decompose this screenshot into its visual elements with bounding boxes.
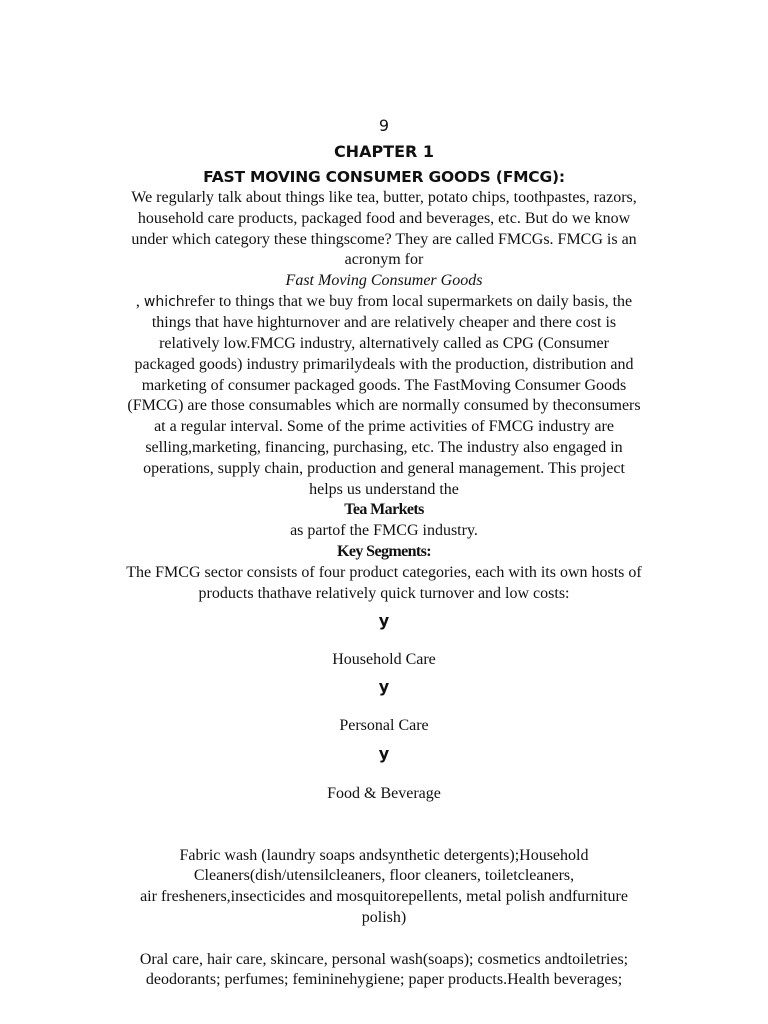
household-detail-line-3: air fresheners,insecticides and mosquitorepellents, metal polish andfurniture [140,888,628,905]
category-household-care: Household Care [332,651,436,668]
bullet-icon: y [378,611,390,630]
acronym-expansion: Fast Moving Consumer Goods [285,272,483,289]
continuation-line-6: (FMCG) are those consumables which are normally consumed by theconsumers [127,397,641,414]
bullet-icon: y [378,677,390,696]
continuation-line-10: helps us understand the [309,481,459,498]
continuation-line-1 [0,292,768,312]
chapter-heading: CHAPTER 1 [333,142,435,161]
household-detail-line-2: Cleaners(dish/utensilcleaners, floor cleaners, toiletcleaners, [193,867,575,884]
continuation-line-7: at a regular interval. Some of the prime activities of FMCG industry are [154,418,614,435]
intro-line-3: under which category these thingscome? They are called FMCGs. FMCG is an [131,231,637,248]
tea-markets-heading: Tea Markets [344,501,424,518]
continuation-line-4: packaged goods) industry primarilydeals with the production, distribution and [134,356,634,373]
category-food-beverage: Food & Beverage [327,785,441,802]
leading-comma: , [135,293,140,310]
continuation-line-1-text: refer to things that we buy from local supermarkets on daily basis, the [184,293,633,310]
personal-detail-line-1: Oral care, hair care, skincare, personal wash(soaps); cosmetics andtoiletries; [139,951,629,968]
continuation-line-2: things that have highturnover and are relatively cheaper and there cost is [151,314,617,331]
personal-detail-line-2: deodorants; perfumes; femininehygiene; paper products.Health beverages; [145,971,623,988]
household-detail-line-4: polish) [361,909,407,926]
intro-line-4: acronym for [344,251,424,268]
chapter-title: FAST MOVING CONSUMER GOODS (FMCG): [203,168,565,186]
category-personal-care: Personal Care [339,717,429,734]
bullet-icon: y [378,744,390,763]
household-detail-line-1: Fabric wash (laundry soaps andsynthetic detergents);Household [179,847,589,864]
segments-intro-line-1: The FMCG sector consists of four product categories, each with its own hosts of [126,564,642,581]
intro-line-2: household care products, packaged food and beverages, etc. But do we know [137,210,631,227]
page-number: 9 [378,116,390,135]
continuation-line-3: relatively low.FMCG industry, alternatively called as CPG (Consumer [159,335,609,352]
key-segments-heading: Key Segments: [337,543,431,560]
tea-markets-after: as partof the FMCG industry. [290,522,478,539]
which-word: which [143,294,185,310]
continuation-line-8: selling,marketing, financing, purchasing, etc. The industry also engaged in [145,439,623,456]
continuation-line-9: operations, supply chain, production and general management. This project [143,460,625,477]
intro-line-1: We regularly talk about things like tea, butter, potato chips, toothpastes, razors, [131,189,637,206]
segments-intro-line-2: products thathave relatively quick turnover and low costs: [198,585,570,602]
continuation-line-5: marketing of consumer packaged goods. The FastMoving Consumer Goods [141,377,627,394]
